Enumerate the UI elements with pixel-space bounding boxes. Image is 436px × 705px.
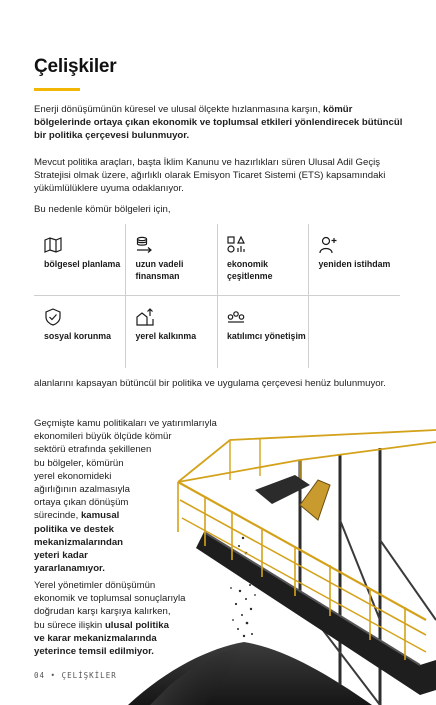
history-line: ekonomileri büyük ölçüde kömür xyxy=(34,431,172,443)
area-regional-planning xyxy=(34,224,126,296)
area-participatory-governance xyxy=(217,296,309,368)
area-label: ekonomik çeşitlenme xyxy=(227,259,273,281)
area-label: uzun vadeli finansman xyxy=(135,259,184,281)
area-label: sosyal korunma xyxy=(44,331,111,341)
area-label: bölgesel planlama xyxy=(44,259,121,269)
areas-conclusion-paragraph: alanlarını kapsayan bütüncül bir politika ve uygulama çerçevesi henüz bulunmuyor. xyxy=(34,378,386,389)
map-icon xyxy=(44,236,62,254)
history-line: sürecinde, xyxy=(34,510,79,522)
policy-areas-grid xyxy=(34,224,400,368)
area-label: yerel kalkınma xyxy=(135,331,197,341)
area-label: yeniden istihdam xyxy=(318,259,391,269)
intro-text: Enerji dönüşümünün küresel ve ulusal ölçekte hızlanmasına karşın, xyxy=(34,104,324,115)
history-paragraph xyxy=(34,417,264,575)
intro-paragraph xyxy=(34,103,406,143)
history-line: sektörü etrafında şekillenen xyxy=(34,444,152,456)
area-re-employment xyxy=(309,224,401,296)
local-gov-emphasis: yeterince temsil edilmiyor. xyxy=(34,646,154,658)
area-long-term-finance xyxy=(126,224,218,296)
history-emphasis: yeteri kadar xyxy=(34,550,88,562)
local-government-paragraph xyxy=(34,579,264,658)
area-economic-diversification xyxy=(217,224,309,296)
history-line: ağırlığının azalmasıyla xyxy=(34,484,130,496)
local-gov-line: Yerel yönetimler dönüşümün xyxy=(34,580,156,591)
history-emphasis: yararlanamıyor. xyxy=(34,563,105,575)
lead-in-paragraph: Bu nedenle kömür bölgeleri için, xyxy=(34,204,171,215)
title-underline xyxy=(34,88,80,91)
history-emphasis: kamusal xyxy=(80,510,120,522)
area-label: katılımcı yönetişim xyxy=(227,331,306,341)
history-line: yerel ekonomideki xyxy=(34,470,112,482)
page-footer: 04 • ÇELİŞKİLER xyxy=(34,671,117,680)
history-emphasis: mekanizmalarından xyxy=(34,536,124,548)
local-gov-emphasis: ve karar mekanizmalarında xyxy=(34,632,157,644)
local-gov-line: bu sürece ilişkin xyxy=(34,619,103,631)
intro-emphasis: kömür bölgelerinde ortaya çıkan ekonomik ve toplumsal etkileri yönlendirecek bütüncül bir politika çerçevesi bulunmuyor. xyxy=(34,104,403,142)
people-network-icon xyxy=(227,308,245,326)
coins-icon xyxy=(136,236,154,254)
house-growth-icon xyxy=(136,308,154,326)
add-user-icon xyxy=(319,236,337,254)
shapes-icon xyxy=(227,236,245,254)
history-line: Geçmişte kamu politikaları ve yatırımlarıyla xyxy=(34,418,217,429)
local-gov-emphasis: ulusal politika xyxy=(104,619,169,631)
page-title: Çelişkiler xyxy=(34,56,117,77)
area-local-development xyxy=(126,296,218,368)
local-gov-line: doğrudan karşı karşıya kalırken, xyxy=(34,606,171,618)
history-line: bu bölgeler, kömürün xyxy=(34,457,124,469)
local-gov-line: ekonomik ve toplumsal sonuçlarıyla xyxy=(34,593,186,605)
history-line: ortaya çıkan dönüşüm xyxy=(34,497,129,509)
area-social-protection xyxy=(34,296,126,368)
shield-check-icon xyxy=(44,308,62,326)
history-emphasis: politika ve destek xyxy=(34,523,114,535)
policy-paragraph: Mevcut politika araçları, başta İklim Kanunu ve hazırlıkları süren Ulusal Adil Geçiş Stratejisi olmak üzere, ağırlıklı olarak Emisyon Ticaret Sistemi (ETS) kapsamındaki yükümlülüklere uyuma odaklanıyor. xyxy=(34,157,386,195)
